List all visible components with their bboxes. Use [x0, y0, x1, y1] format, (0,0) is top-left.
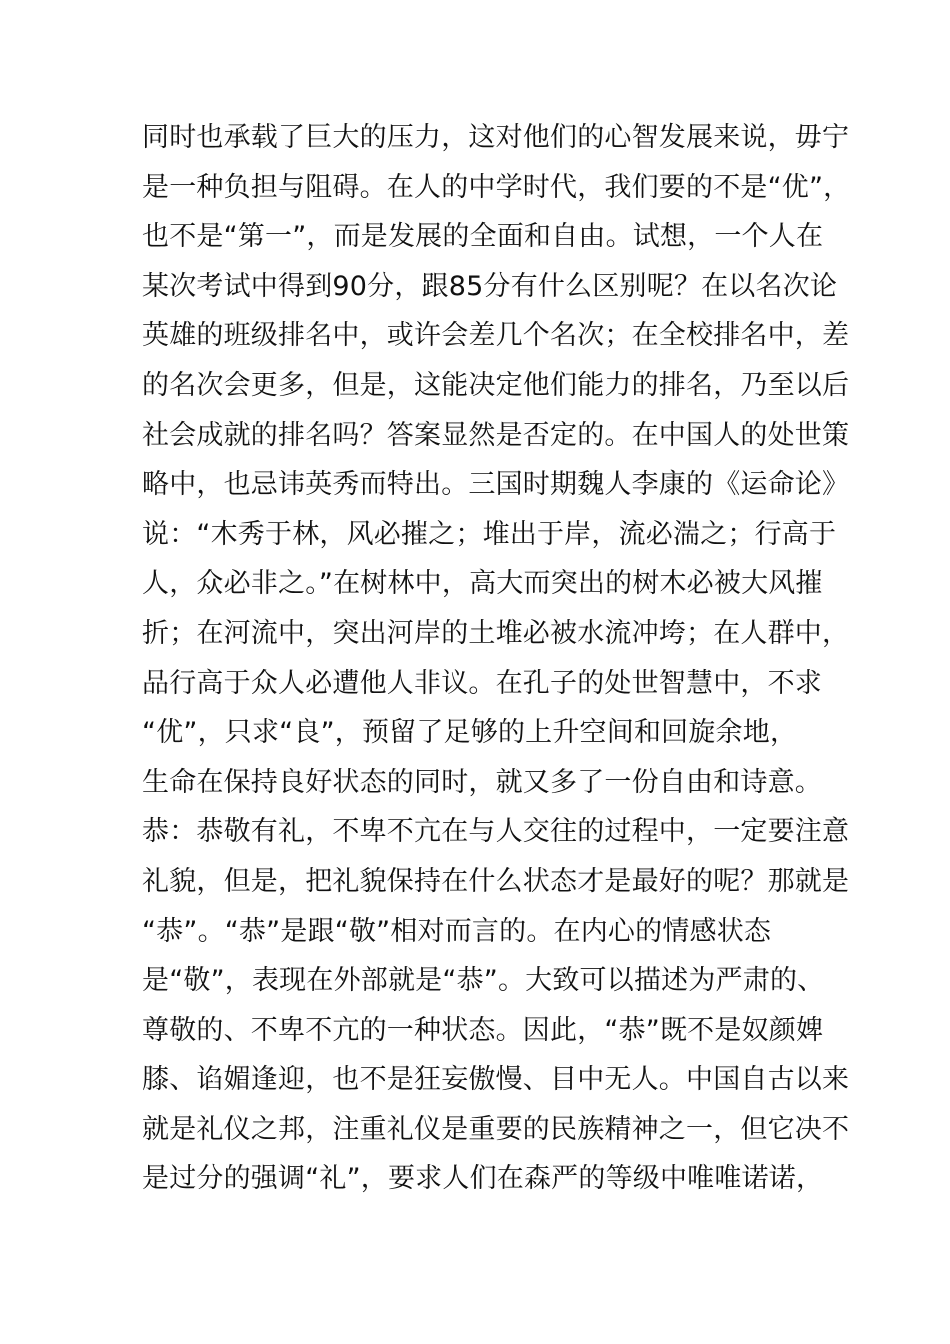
text-line: “优”，只求“良”，预留了足够的上升空间和回旋余地， — [142, 717, 798, 749]
text-line: 人，众必非之。”在树林中，高大而突出的树木必被大风摧 — [142, 568, 823, 600]
body-text — [142, 113, 851, 1204]
text-line: 礼貌，但是，把礼貌保持在什么状态才是最好的呢？那就是 — [142, 865, 850, 897]
text-line: 英雄的班级排名中，或许会差几个名次；在全校排名中，差 — [142, 320, 850, 352]
text-line: 折；在河流中，突出河岸的土堆必被水流冲垮；在人群中， — [142, 617, 850, 649]
text-line: 是过分的强调“礼”，要求人们在森严的等级中唯唯诺诺， — [142, 1163, 824, 1195]
text-line: 同时也承载了巨大的压力，这对他们的心智发展来说，毋宁 — [142, 122, 850, 153]
text-line: 生命在保持良好状态的同时，就又多了一份自由和诗意。 — [142, 766, 822, 798]
text-line: 膝、谄媚逢迎，也不是狂妄傲慢、目中无人。中国自古以来 — [142, 1064, 850, 1096]
text-line: 也不是“第一”，而是发展的全面和自由。试想，一个人在 — [142, 221, 824, 253]
text-line: 略中，也忌讳英秀而特出。三国时期魏人李康的《运命论》 — [142, 469, 850, 501]
text-line: 某次考试中得到90分，跟85分有什么区别呢？在以名次论 — [142, 270, 838, 302]
text-line: 恭：恭敬有礼，不卑不亢在与人交往的过程中，一定要注意 — [142, 816, 850, 848]
text-line: 品行高于众人必遭他人非议。在孔子的处世智慧中，不求 — [142, 667, 822, 699]
text-line: 就是礼仪之邦，注重礼仪是重要的民族精神之一，但它决不 — [142, 1113, 850, 1145]
text-line: 是“敬”，表现在外部就是“恭”。大致可以描述为严肃的、 — [142, 965, 825, 997]
text-line: 是一种负担与阻碍。在人的中学时代，我们要的不是“优”， — [142, 171, 851, 203]
text-line: 尊敬的、不卑不亢的一种状态。因此，“恭”既不是奴颜婢 — [142, 1014, 824, 1046]
text-line: “恭”。“恭”是跟“敬”相对而言的。在内心的情感状态 — [142, 915, 772, 947]
text-line: 说：“木秀于林，风必摧之；堆出于岸，流必湍之；行高于 — [142, 518, 837, 550]
text-line: 社会成就的排名吗？答案显然是否定的。在中国人的处世策 — [142, 419, 850, 451]
text-line: 的名次会更多，但是，这能决定他们能力的排名，乃至以后 — [142, 369, 850, 401]
